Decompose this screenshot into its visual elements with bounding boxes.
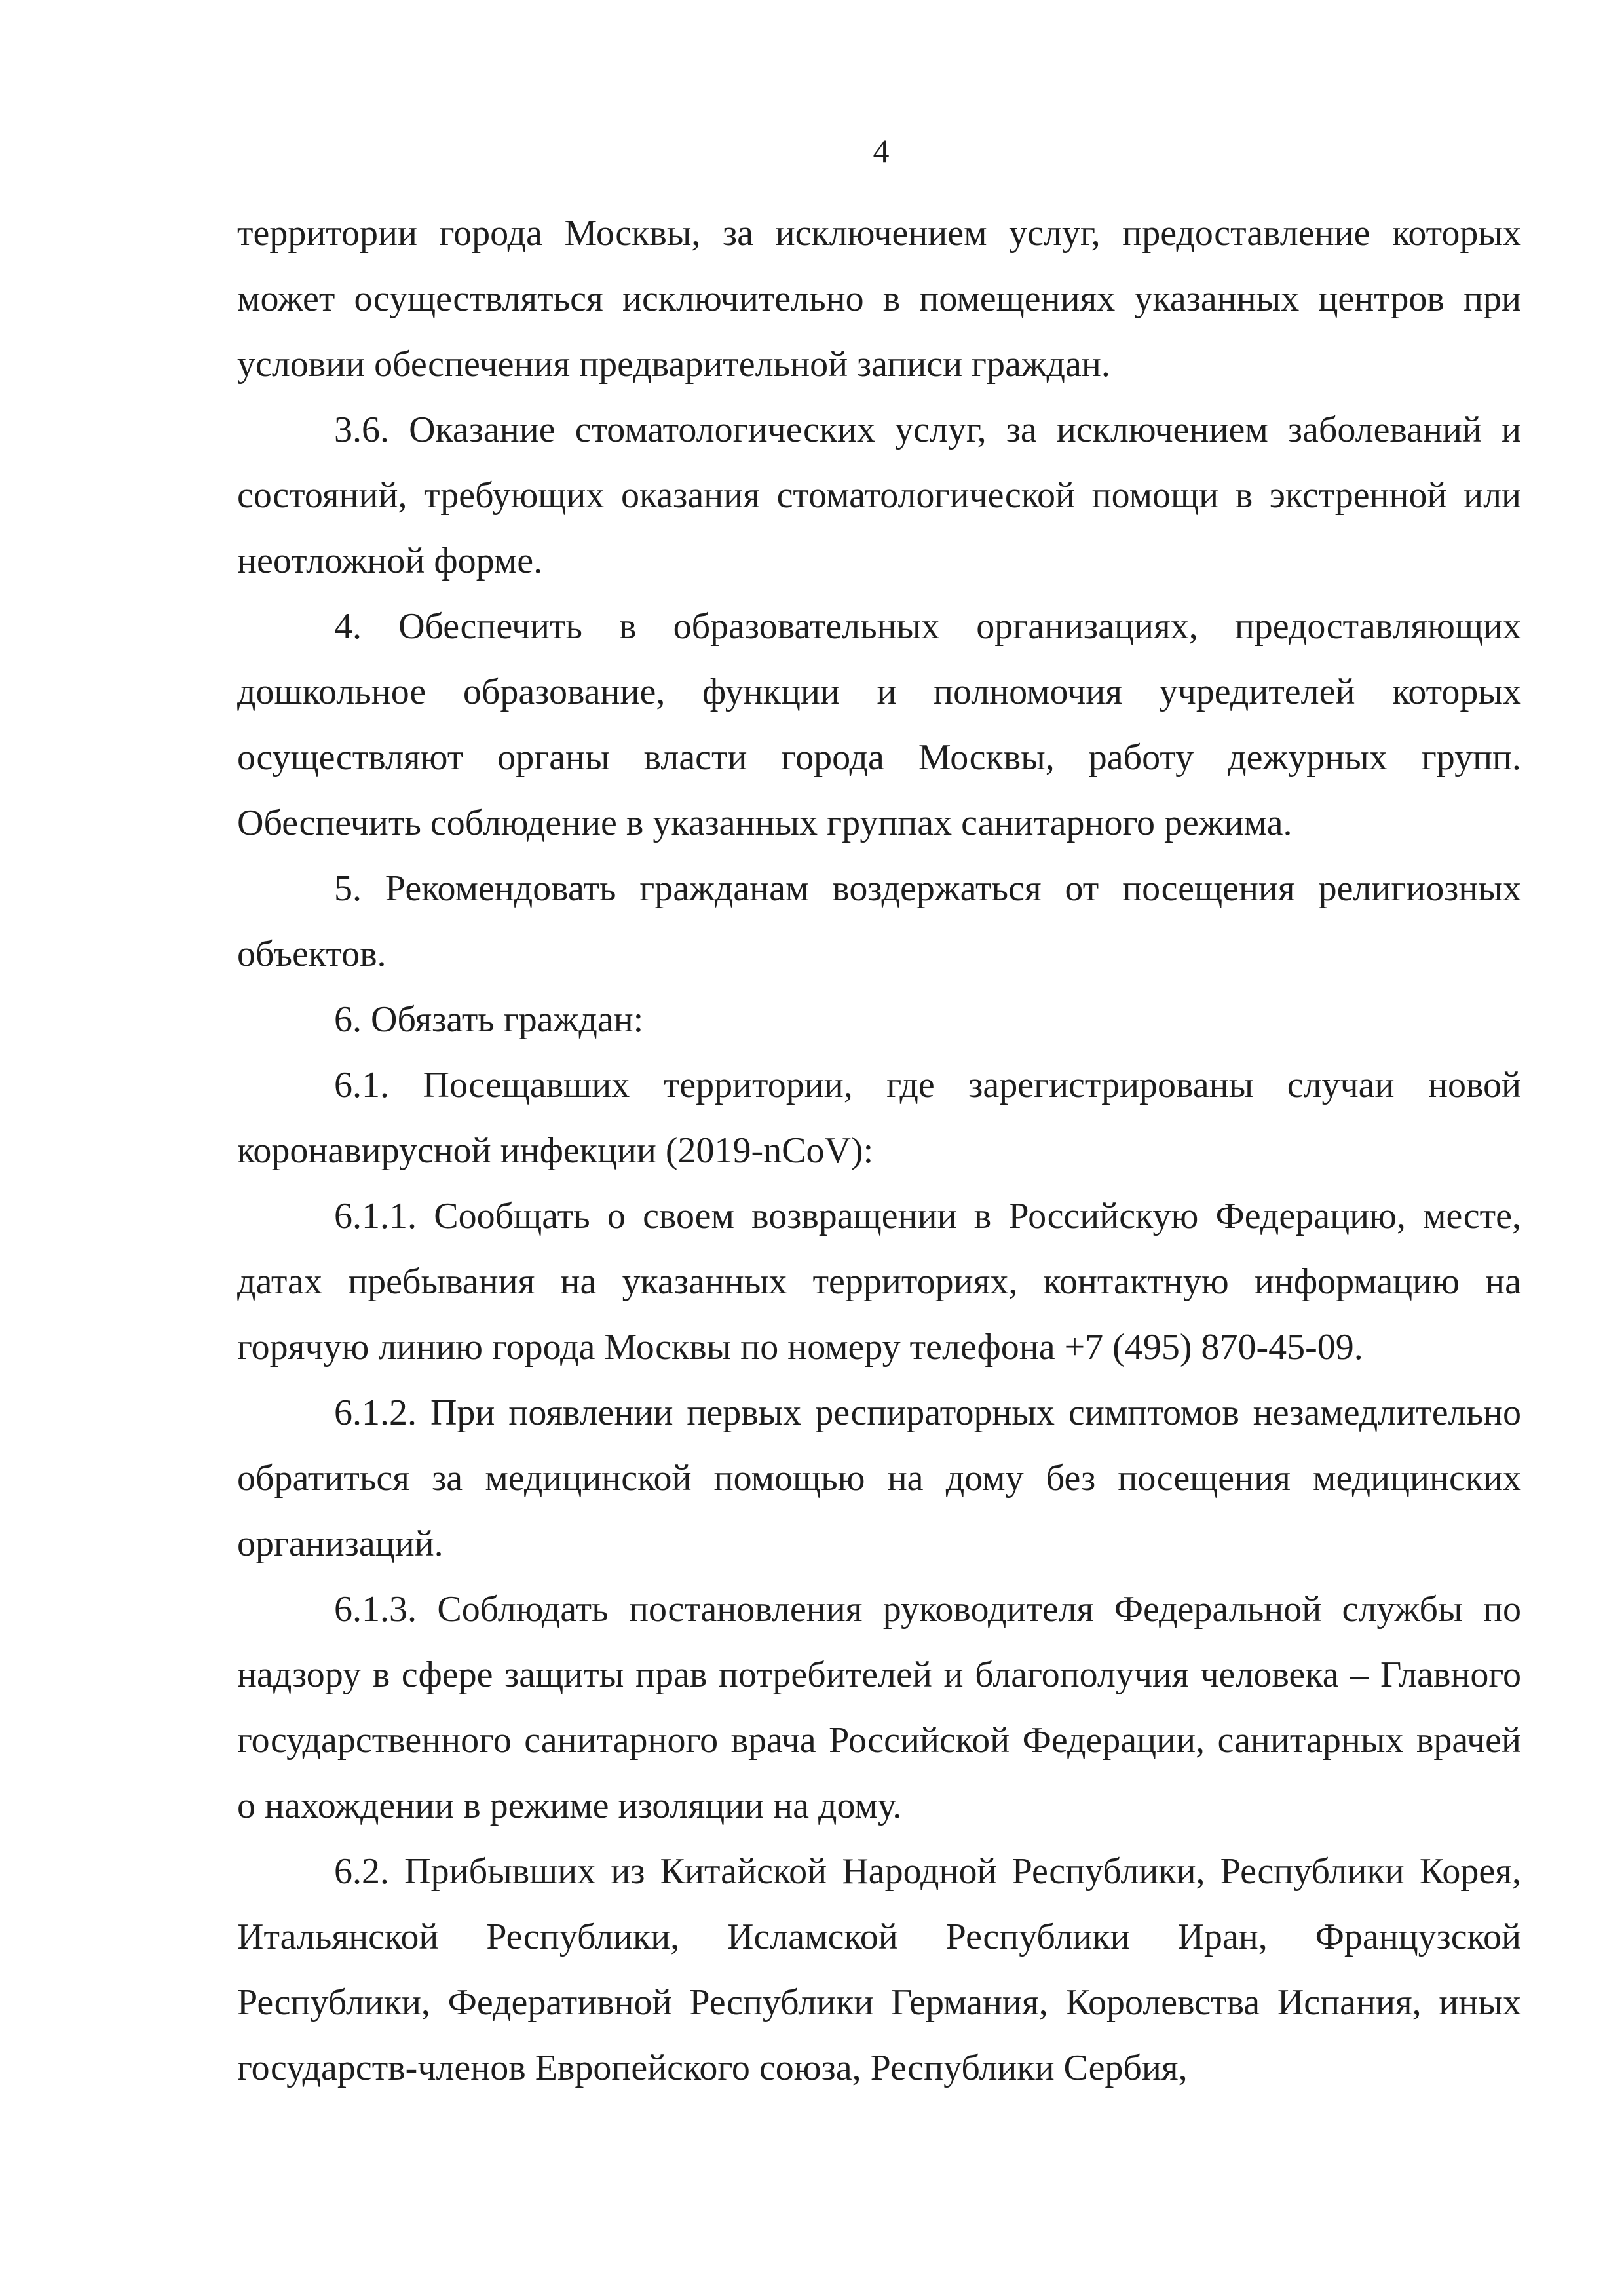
paragraph-continuation: территории города Москвы, за исключением услуг, предоставление которых может осуществляться исключительно в помещениях указанных центров при условии обеспечения предварительной записи граждан. [237,213,1521,385]
paragraph-6-1-2: 6.1.2. При появлении первых респираторных симптомов незамедлительно обратиться за медицинской помощью на дому без посещения медицинских организаций. [237,1392,1521,1564]
page-number: 4 [873,132,890,169]
paragraph-6-1: 6.1. Посещавших территории, где зарегистрированы случаи новой коронавирусной инфекции (2019-nCoV): [237,1065,1521,1171]
paragraph-6-1-3: 6.1.3. Соблюдать постановления руководителя Федеральной службы по надзору в сфере защиты прав потребителей и благополучия человека – Главного государственного санитарного врача Российской Федерации, санитарных врачей о нахождении в режиме изоляции на дому. [237,1589,1521,1826]
paragraph-5: 5. Рекомендовать гражданам воздержаться от посещения религиозных объектов. [237,868,1521,974]
paragraph-4: 4. Обеспечить в образовательных организациях, предоставляющих дошкольное образование, функции и полномочия учредителей которых осуществляют органы власти города Москвы, работу дежурных групп. Обеспечить соблюдение в указанных группах санитарного режима. [237,606,1521,843]
paragraph-6-1-1: 6.1.1. Сообщать о своем возвращении в Российскую Федерацию, месте, датах пребывания на указанных территориях, контактную информацию на горячую линию города Москвы по номеру телефона +7 (495) 870-45-09. [237,1196,1521,1368]
paragraph-3-6: 3.6. Оказание стоматологических услуг, за исключением заболеваний и состояний, требующих оказания стоматологической помощи в экстренной или неотложной форме. [237,410,1521,581]
paragraph-6: 6. Обязать граждан: [334,999,644,1040]
document-body [237,201,1521,2101]
paragraph-6-2: 6.2. Прибывших из Китайской Народной Республики, Республики Корея, Итальянской Республики, Исламской Республики Иран, Французской Республики, Федеративной Республики Германия, Королевства Испания, иных государств-членов Европейского союза, Республики Сербия, [237,1851,1521,2088]
